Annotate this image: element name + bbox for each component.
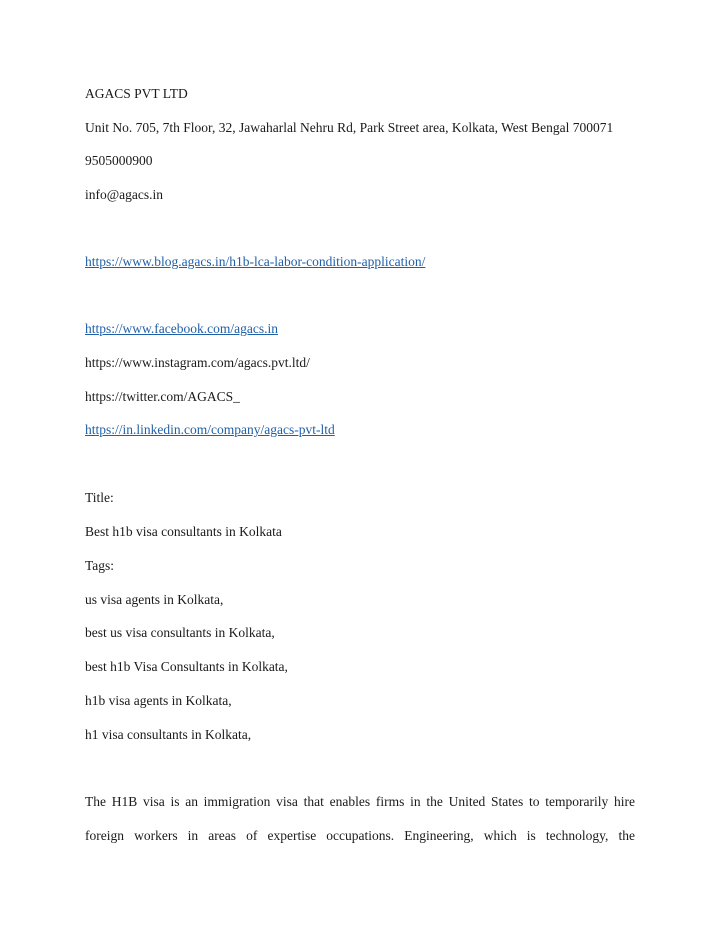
tag-item: h1b visa agents in Kolkata, <box>85 693 232 708</box>
company-name: AGACS PVT LTD <box>85 86 188 101</box>
company-phone: 9505000900 <box>85 153 153 168</box>
tag-item: us visa agents in Kolkata, <box>85 592 224 607</box>
tag-item: best us visa consultants in Kolkata, <box>85 625 275 640</box>
linkedin-link[interactable]: https://in.linkedin.com/company/agacs-pvt-ltd <box>85 422 335 437</box>
paragraph-line: foreign workers in areas of expertise occupations. Engineering, which is technology, the <box>85 828 635 843</box>
title-label: Title: <box>85 490 114 505</box>
company-email: info@agacs.in <box>85 187 164 202</box>
tags-label: Tags: <box>85 558 115 573</box>
title-value: Best h1b visa consultants in Kolkata <box>85 524 282 539</box>
facebook-link[interactable]: https://www.facebook.com/agacs.in <box>85 321 278 336</box>
tag-item: best h1b Visa Consultants in Kolkata, <box>85 659 288 674</box>
paragraph-line: The H1B visa is an immigration visa that enables firms in the United States to temporarily hire <box>85 794 635 809</box>
body-paragraph <box>85 794 635 862</box>
company-address: Unit No. 705, 7th Floor, 32, Jawaharlal Nehru Rd, Park Street area, Kolkata, West Bengal 700071 <box>85 120 614 135</box>
twitter-url: https://twitter.com/AGACS_ <box>85 389 240 404</box>
tag-item: h1 visa consultants in Kolkata, <box>85 727 252 742</box>
blog-link[interactable]: https://www.blog.agacs.in/h1b-lca-labor-condition-application/ <box>85 254 426 269</box>
instagram-url: https://www.instagram.com/agacs.pvt.ltd/ <box>85 355 310 370</box>
